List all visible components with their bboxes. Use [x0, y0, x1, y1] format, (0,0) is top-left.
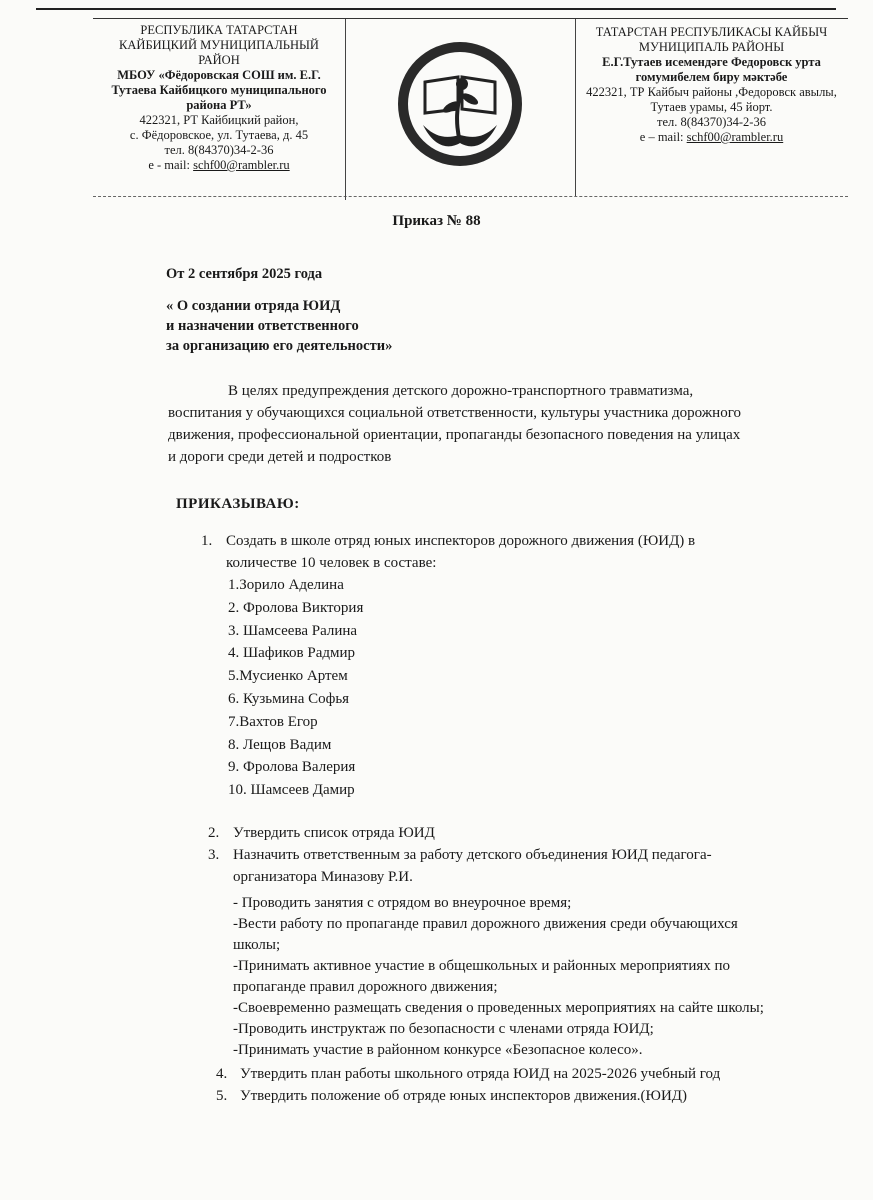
right-line-3: Е.Г.Тутаев исемендәге Федоровск урта	[602, 55, 821, 69]
duty-line: школы;	[233, 937, 281, 953]
right-line-1: ТАТАРСТАН РЕСПУБЛИКАСЫ КАЙБЫЧ	[595, 25, 828, 39]
preamble-line-3: движения, профессиональной ориентации, пропаганды безопасного поведения на улицах	[168, 427, 741, 443]
list-item: 4. Шафиков Радмир	[228, 645, 356, 662]
item-1-number: 1.	[201, 533, 213, 549]
order-title: Приказ № 88	[392, 213, 481, 229]
letterhead-left	[93, 19, 346, 200]
subject-line-3: за организацию его деятельности»	[166, 338, 393, 354]
left-line-5: Тутаева Кайбицкого муниципального	[111, 83, 327, 97]
duty-line: -Вести работу по пропаганде правил дорожного движения среди обучающихся	[233, 916, 738, 932]
preamble-line-2: воспитания у обучающихся социальной ответственности, культуры участника дорожного	[168, 405, 741, 421]
left-line-1: РЕСПУБЛИКА ТАТАРСТАН	[140, 23, 298, 37]
right-line-2: МУНИЦИПАЛЬ РАЙОНЫ	[638, 40, 785, 54]
list-item-3	[208, 844, 219, 866]
right-email-link[interactable]: schf00@rambler.ru	[686, 130, 784, 144]
top-rule	[36, 8, 836, 10]
list-item: 1.Зорило Аделина	[228, 577, 344, 593]
list-item-5	[216, 1085, 227, 1107]
preamble-line-1: В целях предупреждения детского дорожно-транспортного травматизма,	[228, 383, 694, 399]
item-5-text: Утвердить положение об отряде юных инспекторов движения.(ЮИД)	[240, 1088, 688, 1104]
orders-heading: ПРИКАЗЫВАЮ:	[176, 496, 300, 512]
left-line-2: КАЙБИЦКИЙ МУНИЦИПАЛЬНЫЙ	[119, 38, 319, 52]
left-phone: тел. 8(84370)34-2-36	[164, 143, 274, 157]
order-date: От 2 сентября 2025 года	[166, 266, 323, 282]
list-item-2	[208, 822, 219, 844]
list-item: 3. Шамсеева Ралина	[228, 622, 358, 639]
list-item: 5.Мусиенко Артем	[228, 668, 348, 685]
item-2-number: 2.	[208, 825, 220, 841]
right-line-6: Тутаев урамы, 45 йорт.	[650, 100, 773, 114]
preamble	[168, 380, 838, 468]
order-subject	[166, 296, 392, 356]
item-3-number: 3.	[208, 847, 220, 863]
subject-line-2: и назначении ответственного	[166, 318, 359, 334]
item-3-line-1: Назначить ответственным за работу детского объединения ЮИД педагога-	[233, 847, 712, 863]
right-line-5: 422321, ТР Кайбыч районы ,Федоровск авылы,	[586, 85, 837, 99]
list-item: 10. Шамсеев Дамир	[228, 782, 355, 799]
members-list	[228, 574, 363, 802]
item-2-text: Утвердить список отряда ЮИД	[233, 825, 435, 841]
preamble-line-4: и дороги среди детей и подростков	[168, 449, 392, 465]
duty-line: -Своевременно размещать сведения о проведенных мероприятиях на сайте школы;	[233, 1000, 764, 1016]
list-item-4	[216, 1063, 227, 1085]
duties-list	[233, 893, 853, 1061]
list-item: 7.Вахтов Егор	[228, 713, 318, 730]
list-item-1	[201, 530, 212, 552]
letterhead	[93, 18, 848, 197]
item-1-line-2: количестве 10 человек в составе:	[226, 555, 437, 571]
list-item: 8. Лещов Вадим	[228, 736, 332, 753]
left-email-row	[93, 158, 345, 173]
list-item-3-text	[233, 844, 833, 888]
item-5-number: 5.	[216, 1088, 228, 1104]
subject-line-1: « О создании отряда ЮИД	[166, 298, 341, 314]
list-item: 6. Кузьмина Софья	[228, 690, 350, 707]
duty-line: -Проводить инструктаж по безопасности с членами отряда ЮИД;	[233, 1021, 654, 1037]
left-line-6: района РТ»	[186, 98, 252, 112]
letterhead-right	[575, 19, 848, 202]
right-email-row	[575, 130, 848, 145]
duty-line: -Принимать активное участие в общешкольных и районных мероприятиях по	[233, 958, 731, 974]
left-email-label: e - mail:	[148, 158, 194, 172]
item-4-text: Утвердить план работы школьного отряда ЮИД на 2025-2026 учебный год	[240, 1066, 721, 1082]
left-line-8: с. Фёдоровское, ул. Тутаева, д. 45	[129, 128, 309, 142]
school-emblem-icon	[385, 37, 535, 172]
list-item: 9. Фролова Валерия	[228, 759, 356, 776]
item-1-line-1: Создать в школе отряд юных инспекторов дорожного движения (ЮИД) в	[226, 533, 696, 549]
item-3-line-2: организатора Миназову Р.И.	[233, 869, 413, 885]
left-line-3: РАЙОН	[198, 53, 240, 67]
duty-line: -Принимать участие в районном конкурсе «Безопасное колесо».	[233, 1042, 643, 1058]
right-phone: тел. 8(84370)34-2-36	[657, 115, 766, 129]
list-item: 2. Фролова Виктория	[228, 599, 364, 616]
duty-line: - Проводить занятия с отрядом во внеурочное время;	[233, 895, 572, 911]
duty-line: пропаганде правил дорожного движения;	[233, 979, 498, 995]
list-item-1-text	[226, 530, 826, 574]
item-4-number: 4.	[216, 1066, 228, 1082]
right-line-4: гомумибелем биру мәктәбе	[635, 70, 788, 84]
left-email-link[interactable]: schf00@rambler.ru	[193, 158, 290, 172]
letterhead-logo-cell	[345, 19, 576, 196]
right-email-label: e – mail:	[639, 130, 687, 144]
left-line-7: 422321, РТ Кайбицкий район,	[139, 113, 299, 127]
left-line-4: МБОУ «Фёдоровская СОШ им. Е.Г.	[117, 68, 321, 82]
